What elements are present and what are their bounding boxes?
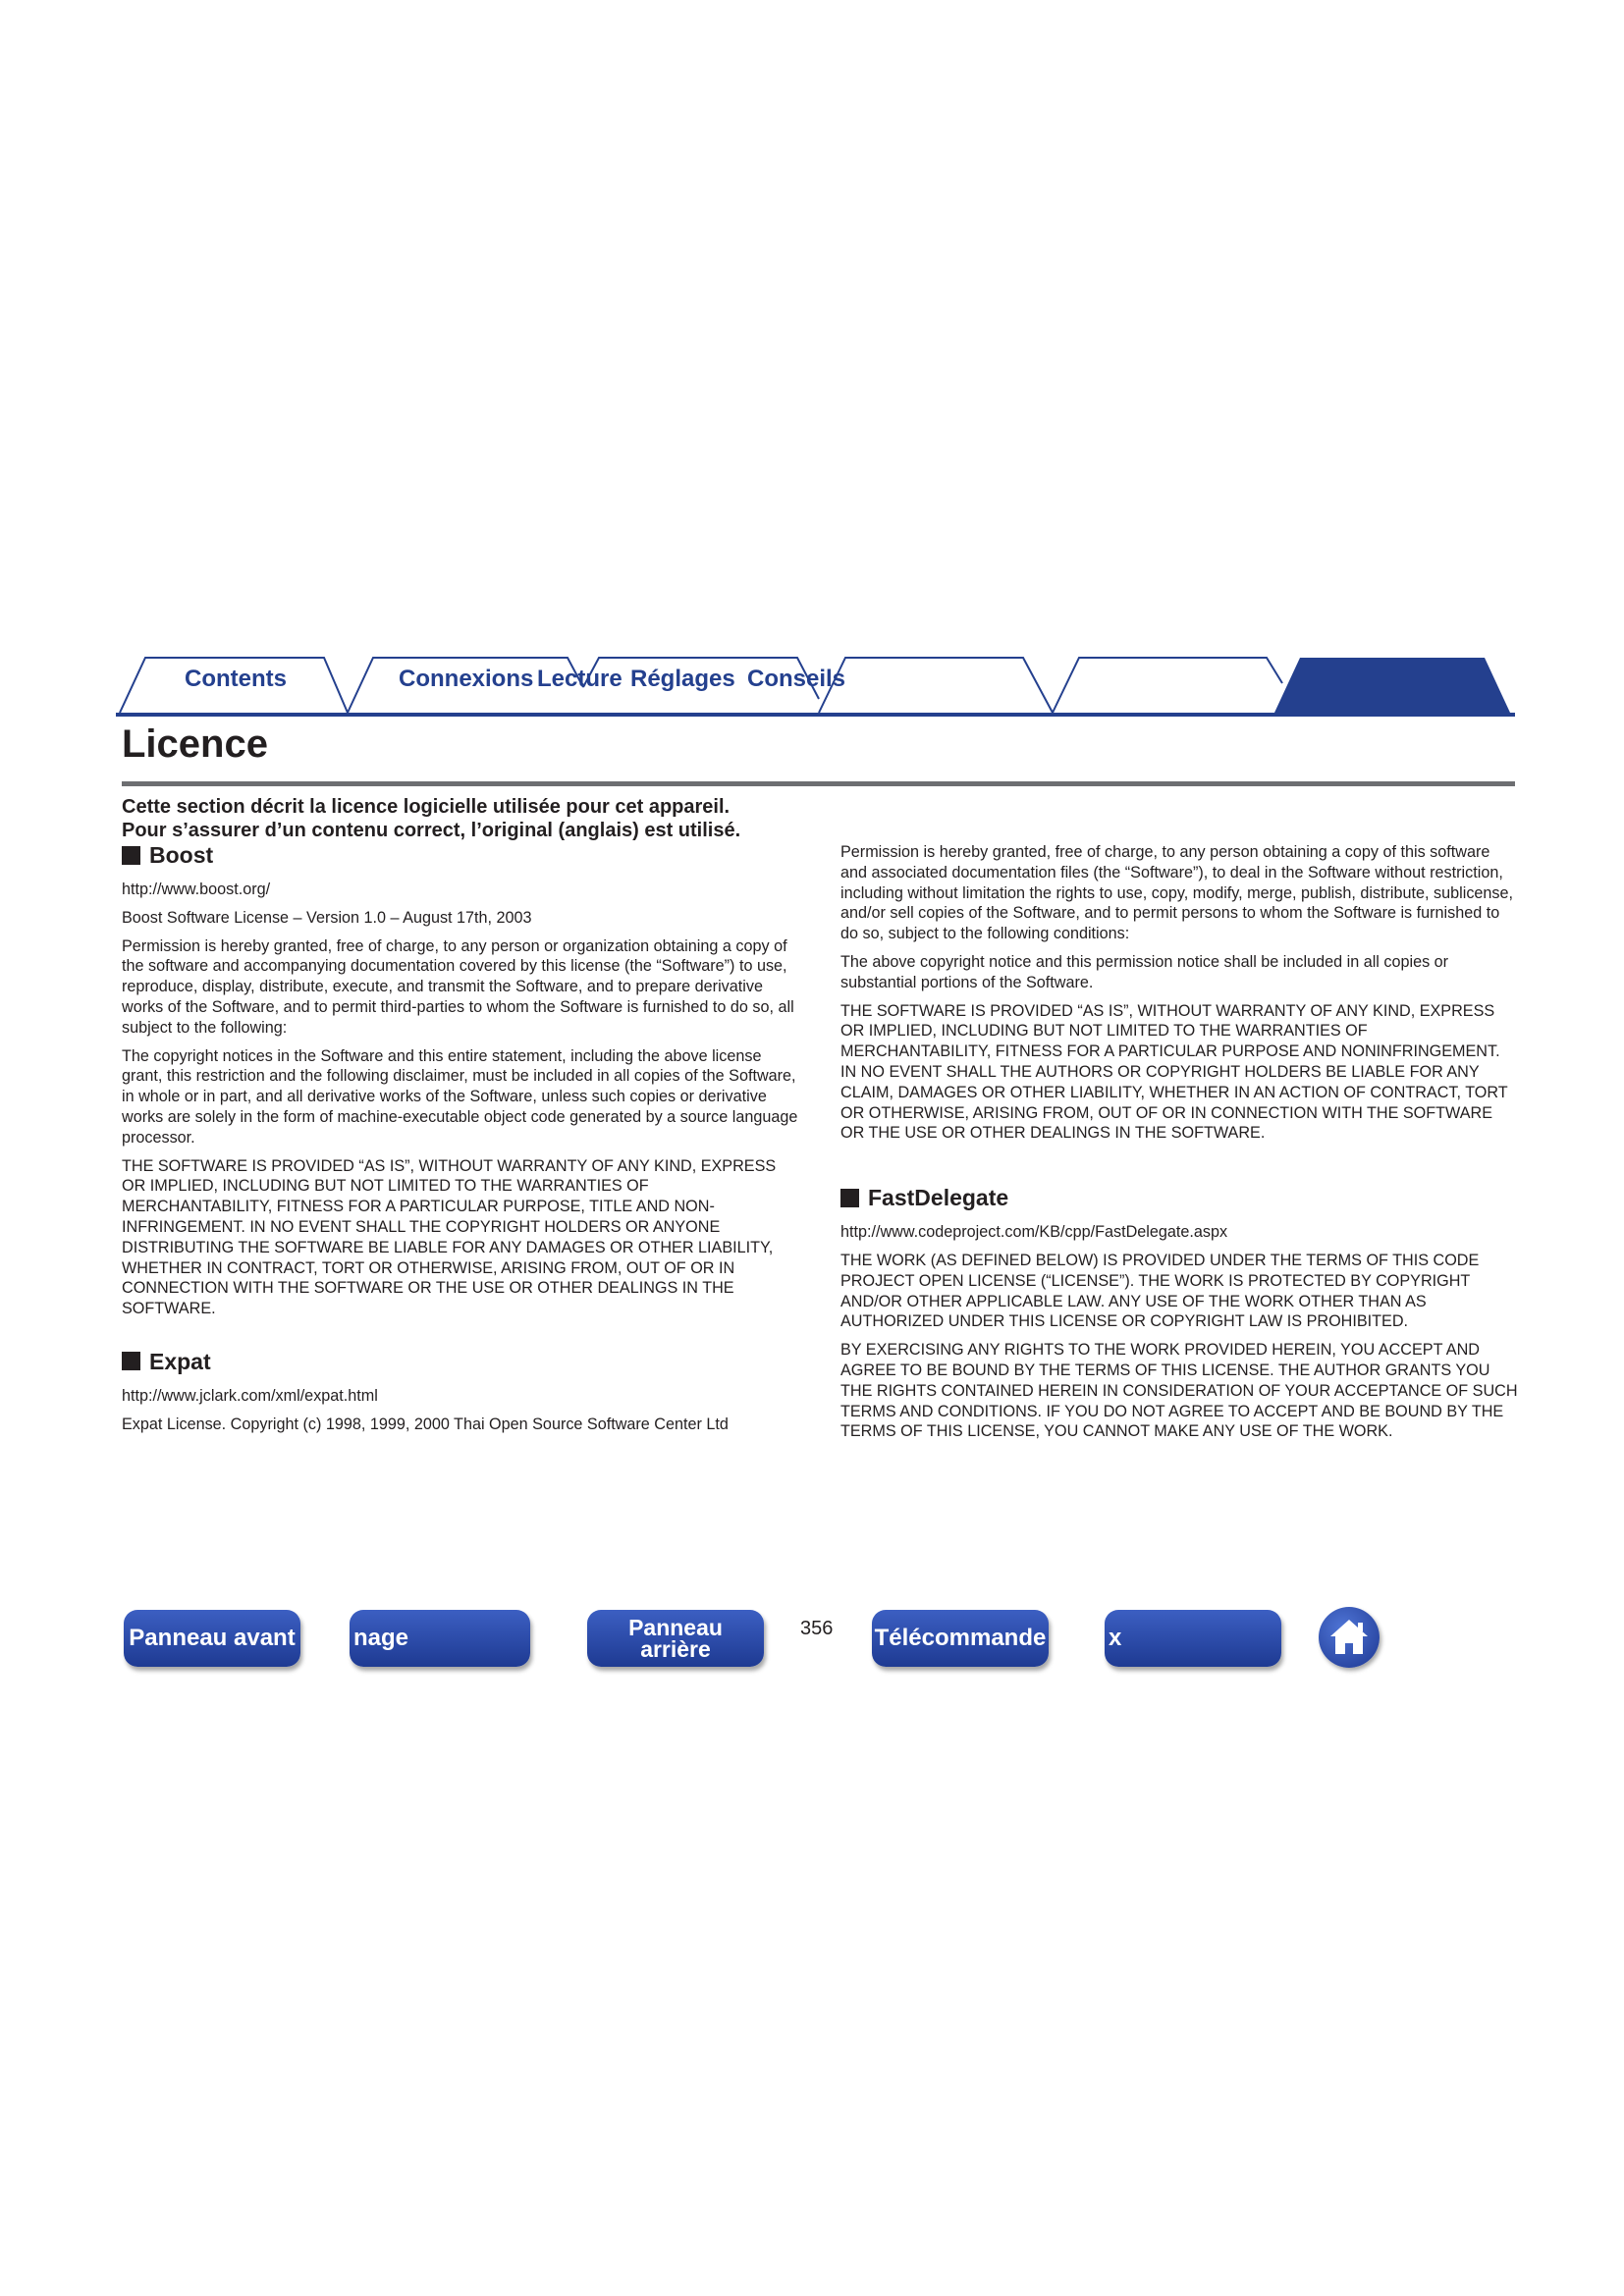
- intro-text: [122, 795, 809, 842]
- expat-heading-text: Expat: [149, 1348, 211, 1374]
- tab-shape-reglages: [819, 658, 1053, 713]
- expat-para-1: Expat License. Copyright (c) 1998, 1999, 2000 Thai Open Source Software Center Ltd: [122, 1415, 729, 1433]
- expat-url[interactable]: http://www.jclark.com/xml/expat.html: [122, 1386, 378, 1405]
- tab-shape-active: [1274, 658, 1510, 713]
- boost-heading-text: Boost: [149, 842, 214, 868]
- boost-version: Boost Software License – Version 1.0 – August 17th, 2003: [122, 908, 532, 927]
- remote-button[interactable]: Télécommande: [872, 1610, 1049, 1667]
- intro-line-1: Cette section décrit la licence logicielle utilisée pour cet appareil.: [122, 796, 731, 818]
- tab-underline: [116, 713, 1515, 717]
- fastdelegate-url[interactable]: http://www.codeproject.com/KB/cpp/FastDelegate.aspx: [840, 1223, 1228, 1242]
- home-button[interactable]: [1319, 1607, 1380, 1668]
- right-column: [840, 842, 1518, 1450]
- boost-para-3: THE SOFTWARE IS PROVIDED “AS IS”, WITHOUT WARRANTY OF ANY KIND, EXPRESS OR IMPLIED, INCLUDING BUT NOT LIMITED TO THE WARRANTIES OF MERCHANTABILITY, FITNESS FOR A PARTICULAR PURPOSE, TITLE AND NON-INFRINGEMENT. IN NO EVENT SHALL THE COPYRIGHT HOLDERS OR ANYONE DISTRIBUTING THE SOFTWARE BE LIABLE FOR ANY DAMAGES OR OTHER LIABILITY, WHETHER IN CONTRACT, TORT OR OTHERWISE, ARISING FROM, OUT OF OR IN CONNECTION WITH THE SOFTWARE OR THE USE OR OTHER DEALINGS IN THE SOFTWARE.: [122, 1156, 777, 1318]
- expat-cont-para-1: Permission is hereby granted, free of charge, to any person obtaining a copy of this software and associated documentation files (the “Software”), to deal in the Software without restriction, including without limitation the rights to use, copy, modify, merge, publish, distribute, sublicense, and/or sell copies of the Software, and to permit persons to whom the Software is furnished to do so, subject to the following conditions:: [840, 843, 1514, 943]
- page-title: Licence: [122, 722, 268, 766]
- left-column: [122, 842, 799, 1443]
- boost-para-2: The copyright notices in the Software and this entire statement, including the above license grant, this restriction and the following disclaimer, must be included in all copies of the Software, in whole or in part, and all derivative works of the Software, unless such copies or derivative works are solely in the form of machine-executable object code generated by a source language processor.: [122, 1046, 798, 1147]
- spacer: [122, 1327, 799, 1349]
- intro-line-2: Pour s’assurer d’un contenu correct, l’original (anglais) est utilisé.: [122, 820, 741, 841]
- rear-panel-button[interactable]: Panneau arrière: [587, 1610, 764, 1667]
- tab-bar: [116, 654, 1515, 715]
- index-button[interactable]: x: [1105, 1610, 1281, 1667]
- tab-shape-conseils: [1053, 658, 1282, 713]
- page-number: 356: [800, 1618, 834, 1639]
- boost-para-1: Permission is hereby granted, free of charge, to any person or organization obtaining a copy of the software and accompanying documentation covered by this license (the “Software”) to use, reproduce, display, distribute, execute, and transmit the Software, and to prepare derivative works of the Software, and to permit third-parties to whom the Software is furnished to do so, all subject to the following:: [122, 936, 794, 1037]
- boost-url[interactable]: http://www.boost.org/: [122, 881, 271, 898]
- expat-cont-para-3: THE SOFTWARE IS PROVIDED “AS IS”, WITHOUT WARRANTY OF ANY KIND, EXPRESS OR IMPLIED, INCLUDING BUT NOT LIMITED TO THE WARRANTIES OF MERCHANTABILITY, FITNESS FOR A PARTICULAR PURPOSE AND NONINFRINGEMENT. IN NO EVENT SHALL THE AUTHORS OR COPYRIGHT HOLDERS BE LIABLE FOR ANY CLAIM, DAMAGES OR OTHER LIABILITY, WHETHER IN AN ACTION OF CONTRACT, TORT OR OTHERWISE, ARISING FROM, OUT OF OR IN CONNECTION WITH THE SOFTWARE OR THE USE OR OTHER DEALINGS IN THE SOFTWARE.: [840, 1001, 1508, 1143]
- boost-heading: [122, 842, 799, 868]
- square-bullet-icon: [840, 1189, 859, 1207]
- tab-reglages[interactable]: Réglages: [630, 666, 735, 692]
- expat-heading: [122, 1349, 799, 1374]
- square-bullet-icon: [122, 1352, 140, 1370]
- fastdelegate-heading-text: FastDelegate: [868, 1185, 1009, 1211]
- tab-contents[interactable]: Contents: [185, 666, 287, 692]
- front-panel-button[interactable]: Panneau avant: [124, 1610, 300, 1667]
- tab-lecture[interactable]: Lecture: [537, 666, 623, 692]
- square-bullet-icon: [122, 846, 140, 865]
- expat-cont-para-2: The above copyright notice and this permission notice shall be included in all copies or substantial portions of the Software.: [840, 952, 1449, 991]
- title-divider: [122, 781, 1515, 786]
- fastdelegate-para-1: THE WORK (AS DEFINED BELOW) IS PROVIDED UNDER THE TERMS OF THIS CODE PROJECT OPEN LICENSE (“LICENSE”). THE WORK IS PROTECTED BY COPYRIGHT AND/OR OTHER APPLICABLE LAW. ANY USE OF THE WORK OTHER THAN AS AUTHORIZED UNDER THIS LICENSE OR COPYRIGHT LAW IS PROHIBITED.: [840, 1251, 1480, 1331]
- fastdelegate-heading: [840, 1185, 1518, 1210]
- home-icon: [1319, 1607, 1380, 1668]
- display-button[interactable]: nage: [350, 1610, 530, 1667]
- tab-connexions[interactable]: Connexions: [399, 666, 534, 692]
- tab-conseils[interactable]: Conseils: [747, 666, 846, 692]
- fastdelegate-para-2: BY EXERCISING ANY RIGHTS TO THE WORK PROVIDED HEREIN, YOU ACCEPT AND AGREE TO BE BOUND BY THE TERMS OF THIS LICENSE. THE AUTHOR GRANTS YOU THE RIGHTS CONTAINED HEREIN IN CONSIDERATION OF YOUR ACCEPTANCE OF SUCH TERMS AND CONDITIONS. IF YOU DO NOT AGREE TO ACCEPT AND BE BOUND BY THE TERMS OF THIS LICENSE, YOU CANNOT MAKE ANY USE OF THE WORK.: [840, 1341, 1518, 1441]
- spacer: [840, 1151, 1518, 1185]
